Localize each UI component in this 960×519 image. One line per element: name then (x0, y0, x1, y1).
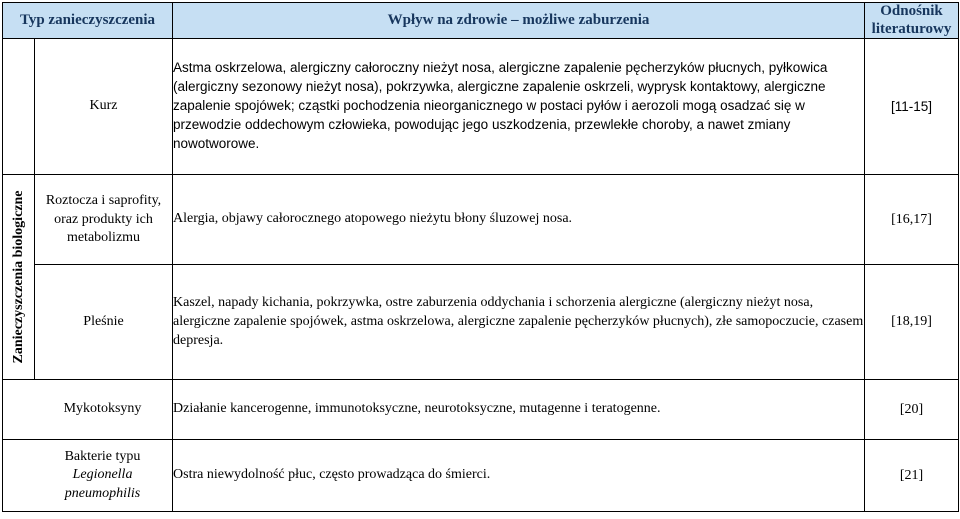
table-row (3, 440, 959, 512)
row-reference-cell: [16,17] (865, 175, 959, 265)
row-effect-cell: Działanie kancerogenne, immunotoksyczne, neurotoksyczne, mutagenne i teratogenne. (173, 380, 865, 440)
table-row (3, 175, 959, 265)
header-type: Typ zanieczyszczenia (3, 3, 173, 39)
table-row (3, 39, 959, 175)
row-reference-cell: [20] (865, 380, 959, 440)
type-line-italic: Legionella (72, 467, 133, 483)
row-effect-cell: Ostra niewydolność płuc, często prowadząca do śmierci. (173, 440, 865, 512)
row-type-cell: Roztocza i saprofity, oraz produkty ich metabolizmu (35, 175, 173, 265)
row-reference-cell: [11-15] (865, 39, 959, 175)
type-line-italic: pneumophilis (64, 485, 141, 501)
row-type-cell: Pleśnie (35, 265, 173, 380)
row-effect-cell: Kaszel, napady kichania, pokrzywka, ostre zaburzenia oddychania i schorzenia alergiczne (alergiczny nieżyt nosa, alergiczne zapalenie spojówek, astma oskrzelowa, alergiczne zapalenie pęcherzyków płucnych), złe samopoczucie, czasem depresja. (173, 265, 865, 380)
group-spacer-cell (3, 39, 35, 175)
table-row (3, 265, 959, 380)
row-type-cell: Mykotoksyny (3, 380, 173, 440)
row-reference-cell: [18,19] (865, 265, 959, 380)
table-row (3, 380, 959, 440)
pollutants-table (2, 2, 959, 512)
row-type-cell (3, 440, 173, 512)
row-effect-cell: Astma oskrzelowa, alergiczny całoroczny nieżyt nosa, alergiczne zapalenie pęcherzyków płucnych, pyłkowica (alergiczny sezonowy nieżyt nosa), pokrzywka, alergiczne zapalenie oskrzeli, wyprysk kontaktowy, alergiczne zapalenie spojówek; cząstki pochodzenia nieorganicznego w postaci pyłów i aerozoli mogą osadzać się w przewodzie oddechowym człowieka, powodując jego uszkodzenia, przewlekłe choroby, a nawet zmiany nowotworowe. (173, 39, 865, 175)
header-row (3, 3, 959, 39)
header-reference: Odnośnik literaturowy (865, 3, 959, 39)
group-label-cell (3, 175, 35, 380)
row-effect-cell: Alergia, objawy całorocznego atopowego nieżytu błony śluzowej nosa. (173, 175, 865, 265)
row-type-cell: Kurz (35, 39, 173, 175)
type-line: Bakterie typu (64, 449, 141, 465)
group-label: Zanieczyszczenia biologiczne (10, 190, 26, 364)
header-effect: Wpływ na zdrowie – możliwe zaburzenia (173, 3, 865, 39)
row-reference-cell: [21] (865, 440, 959, 512)
